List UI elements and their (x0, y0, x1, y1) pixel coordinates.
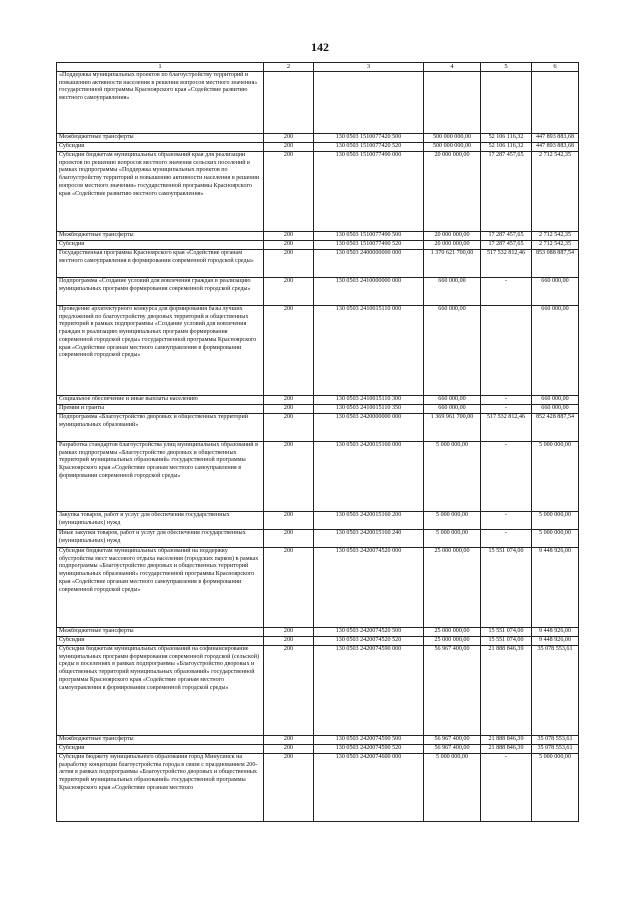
row-name-cell: Подпрограмма «Благоустройство дворовых и общественных территорий муниципальных образований» (57, 414, 264, 442)
table-row (57, 414, 579, 442)
row-name-cell: Межбюджетные трансферты (57, 736, 264, 745)
row-approved-cell: 5 000 000,00 (424, 530, 481, 548)
table-row (57, 745, 579, 754)
table-row (57, 628, 579, 637)
table-row (57, 736, 579, 745)
row-admin-code-cell (264, 72, 314, 134)
row-admin-code-cell: 200 (264, 278, 314, 306)
row-budget-code-cell: 130 0503 2410015110 000 (314, 306, 424, 396)
row-budget-code-cell: 130 0503 2410015110 350 (314, 405, 424, 414)
row-admin-code-cell: 200 (264, 396, 314, 405)
table-row (57, 405, 579, 414)
row-executed-cell (481, 306, 532, 396)
row-executed-cell: - (481, 442, 532, 512)
row-approved-cell: 5 000 000,00 (424, 442, 481, 512)
row-approved-cell: 5 000 000,00 (424, 754, 481, 822)
row-budget-code-cell: 130 0503 1510077490 520 (314, 241, 424, 250)
row-budget-code-cell: 130 0503 2420015160 240 (314, 530, 424, 548)
table-row (57, 152, 579, 232)
row-name-cell: Субсидии бюджетам муниципальных образований на софинансирование муниципальных программ формирования современной городской (сельской) среды в поселениях в рамках подпрограммы «Благоустройство дворовых и общественных территорий муниципальных образований» государственной программы Красноярского края «Содействие органам местного самоуправления в формировании современной городской среды» (57, 646, 264, 736)
header-cell-2: 2 (264, 63, 314, 72)
table-row (57, 637, 579, 646)
row-admin-code-cell: 200 (264, 241, 314, 250)
row-unexecuted-cell: 2 712 542,35 (532, 241, 579, 250)
table-row (57, 754, 579, 822)
row-executed-cell: - (481, 754, 532, 822)
row-executed-cell: 17 287 457,65 (481, 241, 532, 250)
row-unexecuted-cell: 35 078 553,61 (532, 736, 579, 745)
row-admin-code-cell: 200 (264, 152, 314, 232)
header-cell-6: 6 (532, 63, 579, 72)
row-budget-code-cell: 130 0503 1510077490 500 (314, 232, 424, 241)
row-admin-code-cell: 200 (264, 736, 314, 745)
row-budget-code-cell: 130 0503 2420000000 000 (314, 414, 424, 442)
row-name-cell: Закупка товаров, работ и услуг для обеспечения государственных (муниципальных) нужд (57, 512, 264, 530)
table-row (57, 72, 579, 134)
row-approved-cell: 5 000 000,00 (424, 512, 481, 530)
row-budget-code-cell: 130 0503 2410000000 000 (314, 278, 424, 306)
table-row (57, 548, 579, 628)
row-unexecuted-cell: 447 893 883,68 (532, 143, 579, 152)
row-name-cell: Субсидии (57, 745, 264, 754)
row-admin-code-cell: 200 (264, 414, 314, 442)
row-approved-cell: 500 000 000,00 (424, 143, 481, 152)
row-executed-cell: 517 532 812,46 (481, 414, 532, 442)
row-unexecuted-cell: 9 448 926,00 (532, 628, 579, 637)
table-row (57, 396, 579, 405)
row-admin-code-cell: 200 (264, 250, 314, 278)
row-approved-cell: 20 000 000,00 (424, 152, 481, 232)
row-admin-code-cell: 200 (264, 548, 314, 628)
row-admin-code-cell: 200 (264, 754, 314, 822)
row-name-cell: Субсидии (57, 637, 264, 646)
table-row (57, 306, 579, 396)
row-executed-cell: - (481, 278, 532, 306)
row-admin-code-cell: 200 (264, 745, 314, 754)
row-unexecuted-cell: 660 000,00 (532, 396, 579, 405)
row-executed-cell: 15 551 074,00 (481, 628, 532, 637)
row-approved-cell: 56 967 400,00 (424, 745, 481, 754)
row-budget-code-cell: 130 0503 2400000000 000 (314, 250, 424, 278)
row-unexecuted-cell: 853 088 887,54 (532, 250, 579, 278)
row-unexecuted-cell: 447 893 883,68 (532, 134, 579, 143)
row-name-cell: Разработка стандартов благоустройства улиц муниципальных образований в рамках подпрограммы «Благоустройство дворовых и общественных территорий муниципальных образований» государственной программы Красноярского края «Содействие органам местного самоуправления в формировании современной городской среды» (57, 442, 264, 512)
row-executed-cell: 15 551 074,00 (481, 637, 532, 646)
row-budget-code-cell: 130 0503 1510077420 520 (314, 143, 424, 152)
row-budget-code-cell: 130 0503 2420074590 500 (314, 736, 424, 745)
table-row (57, 530, 579, 548)
table-row (57, 143, 579, 152)
table-row (57, 278, 579, 306)
row-budget-code-cell: 130 0503 2420074520 520 (314, 637, 424, 646)
table-row (57, 134, 579, 143)
row-unexecuted-cell: 35 078 553,61 (532, 745, 579, 754)
row-unexecuted-cell: 35 078 553,61 (532, 646, 579, 736)
row-budget-code-cell: 130 0503 2420074520 500 (314, 628, 424, 637)
row-unexecuted-cell: 2 712 542,35 (532, 152, 579, 232)
row-unexecuted-cell: 660 000,00 (532, 278, 579, 306)
row-unexecuted-cell: 5 000 000,00 (532, 512, 579, 530)
row-executed-cell (481, 72, 532, 134)
row-admin-code-cell: 200 (264, 306, 314, 396)
row-executed-cell: 52 106 116,32 (481, 143, 532, 152)
row-budget-code-cell: 130 0503 2420074590 520 (314, 745, 424, 754)
row-admin-code-cell: 200 (264, 143, 314, 152)
row-name-cell: Премии и гранты (57, 405, 264, 414)
row-executed-cell: - (481, 530, 532, 548)
row-approved-cell: 25 000 000,00 (424, 628, 481, 637)
budget-execution-table (56, 62, 579, 822)
row-admin-code-cell: 200 (264, 628, 314, 637)
row-admin-code-cell: 200 (264, 512, 314, 530)
table-row (57, 232, 579, 241)
row-executed-cell: - (481, 405, 532, 414)
row-unexecuted-cell: 9 448 926,00 (532, 637, 579, 646)
page-number: 142 (311, 40, 329, 54)
table-row (57, 250, 579, 278)
row-budget-code-cell (314, 72, 424, 134)
row-admin-code-cell: 200 (264, 646, 314, 736)
row-approved-cell: 660 000,00 (424, 396, 481, 405)
row-executed-cell: 21 888 846,39 (481, 646, 532, 736)
row-approved-cell: 500 000 000,00 (424, 134, 481, 143)
row-name-cell: Субсидии бюджетам муниципальных образований на поддержку обустройства мест массового отдыха населения (городских парков) в рамках подпрограммы «Благоустройство дворовых и общественных территорий муниципальных образований» государственной программы Красноярского края «Содействие органам местного самоуправления в формировании современной городской среды» (57, 548, 264, 628)
row-unexecuted-cell: 660 000,00 (532, 306, 579, 396)
row-approved-cell: 20 000 000,00 (424, 241, 481, 250)
table-row (57, 646, 579, 736)
header-cell-3: 3 (314, 63, 424, 72)
row-name-cell: Социальное обеспечение и иные выплаты населению (57, 396, 264, 405)
row-executed-cell: 21 888 846,39 (481, 745, 532, 754)
row-name-cell: «Поддержка муниципальных проектов по благоустройству территорий и повышению активности населения в решении вопросов местного значения» государственной программы Красноярского края «Содействие развитию местного самоуправления» (57, 72, 264, 134)
row-budget-code-cell: 130 0503 2420074520 000 (314, 548, 424, 628)
table-row (57, 241, 579, 250)
table-row (57, 442, 579, 512)
row-executed-cell: - (481, 512, 532, 530)
row-executed-cell: 517 532 812,46 (481, 250, 532, 278)
row-name-cell: Субсидии (57, 241, 264, 250)
row-name-cell: Межбюджетные трансферты (57, 628, 264, 637)
row-budget-code-cell: 130 0503 1510077420 500 (314, 134, 424, 143)
row-admin-code-cell: 200 (264, 530, 314, 548)
row-approved-cell: 1 370 621 700,00 (424, 250, 481, 278)
header-cell-1: 1 (57, 63, 264, 72)
row-budget-code-cell: 130 0503 2420015160 200 (314, 512, 424, 530)
row-unexecuted-cell: 660 000,00 (532, 405, 579, 414)
row-approved-cell: 25 000 000,00 (424, 548, 481, 628)
header-cell-4: 4 (424, 63, 481, 72)
row-unexecuted-cell: 2 712 542,35 (532, 232, 579, 241)
row-admin-code-cell: 200 (264, 637, 314, 646)
row-approved-cell: 660 000,00 (424, 306, 481, 396)
row-budget-code-cell: 130 0503 2420015160 000 (314, 442, 424, 512)
row-approved-cell: 20 000 000,00 (424, 232, 481, 241)
row-admin-code-cell: 200 (264, 134, 314, 143)
row-approved-cell: 660 000,00 (424, 278, 481, 306)
row-name-cell: Субсидия бюджету муниципального образования город Минусинск на разработку концепции благоустройства города в связи с празднованием 200-летия в рамках подпрограммы «Благоустройство дворовых и общественных территорий муниципальных образований» государственной программы Красноярского края «Содействие органам местного (57, 754, 264, 822)
row-executed-cell: 21 888 846,39 (481, 736, 532, 745)
row-unexecuted-cell (532, 72, 579, 134)
row-approved-cell: 660 000,00 (424, 405, 481, 414)
row-approved-cell: 1 369 961 700,00 (424, 414, 481, 442)
row-approved-cell: 56 967 400,00 (424, 736, 481, 745)
row-admin-code-cell: 200 (264, 442, 314, 512)
row-unexecuted-cell: 852 428 887,54 (532, 414, 579, 442)
row-name-cell: Иные закупки товаров, работ и услуг для обеспечения государственных (муниципальных) нужд (57, 530, 264, 548)
row-budget-code-cell: 130 0503 1510077490 000 (314, 152, 424, 232)
row-budget-code-cell: 130 0503 2420074590 000 (314, 646, 424, 736)
row-executed-cell: 15 551 074,00 (481, 548, 532, 628)
row-unexecuted-cell: 5 000 000,00 (532, 530, 579, 548)
row-admin-code-cell: 200 (264, 405, 314, 414)
row-name-cell: Межбюджетные трансферты (57, 232, 264, 241)
row-unexecuted-cell: 5 000 000,00 (532, 754, 579, 822)
row-name-cell: Межбюджетные трансферты (57, 134, 264, 143)
row-unexecuted-cell: 5 000 000,00 (532, 442, 579, 512)
row-executed-cell: 17 287 457,65 (481, 152, 532, 232)
row-approved-cell: 56 967 400,00 (424, 646, 481, 736)
row-executed-cell: 52 106 116,32 (481, 134, 532, 143)
table-header-row (57, 63, 579, 72)
row-name-cell: Государственная программа Красноярского края «Содействие органам местного самоуправления в формировании современной городской среды» (57, 250, 264, 278)
row-name-cell: Проведение архитектурного конкурса для формирования базы лучших предложений по благоустройству дворовых территорий и общественных территорий в рамках подпрограммы «Создание условий для вовлечения граждан в реализацию муниципальных программ формирования современной городской среды» государственной программы Красноярского края «Содействие органам местного самоуправления в формировании современной городской среды» (57, 306, 264, 396)
row-approved-cell (424, 72, 481, 134)
row-name-cell: Подпрограмма «Создание условий для вовлечения граждан в реализацию муниципальных программ формирования современной городской среды» (57, 278, 264, 306)
row-budget-code-cell: 130 0503 2420074600 000 (314, 754, 424, 822)
row-unexecuted-cell: 9 448 926,00 (532, 548, 579, 628)
row-name-cell: Субсидии (57, 143, 264, 152)
table-row (57, 512, 579, 530)
row-admin-code-cell: 200 (264, 232, 314, 241)
row-name-cell: Субсидии бюджетам муниципальных образований края для реализации проектов по решению вопросов местного значения сельских поселений в рамках подпрограммы «Поддержка муниципальных проектов по благоустройству территорий и повышению активности населения в решении вопросов местного значения» государственной программы Красноярского края «Содействие развитию местного самоуправления» (57, 152, 264, 232)
row-approved-cell: 25 000 000,00 (424, 637, 481, 646)
row-budget-code-cell: 130 0503 2410015110 300 (314, 396, 424, 405)
row-executed-cell: - (481, 396, 532, 405)
row-executed-cell: 17 287 457,65 (481, 232, 532, 241)
header-cell-5: 5 (481, 63, 532, 72)
